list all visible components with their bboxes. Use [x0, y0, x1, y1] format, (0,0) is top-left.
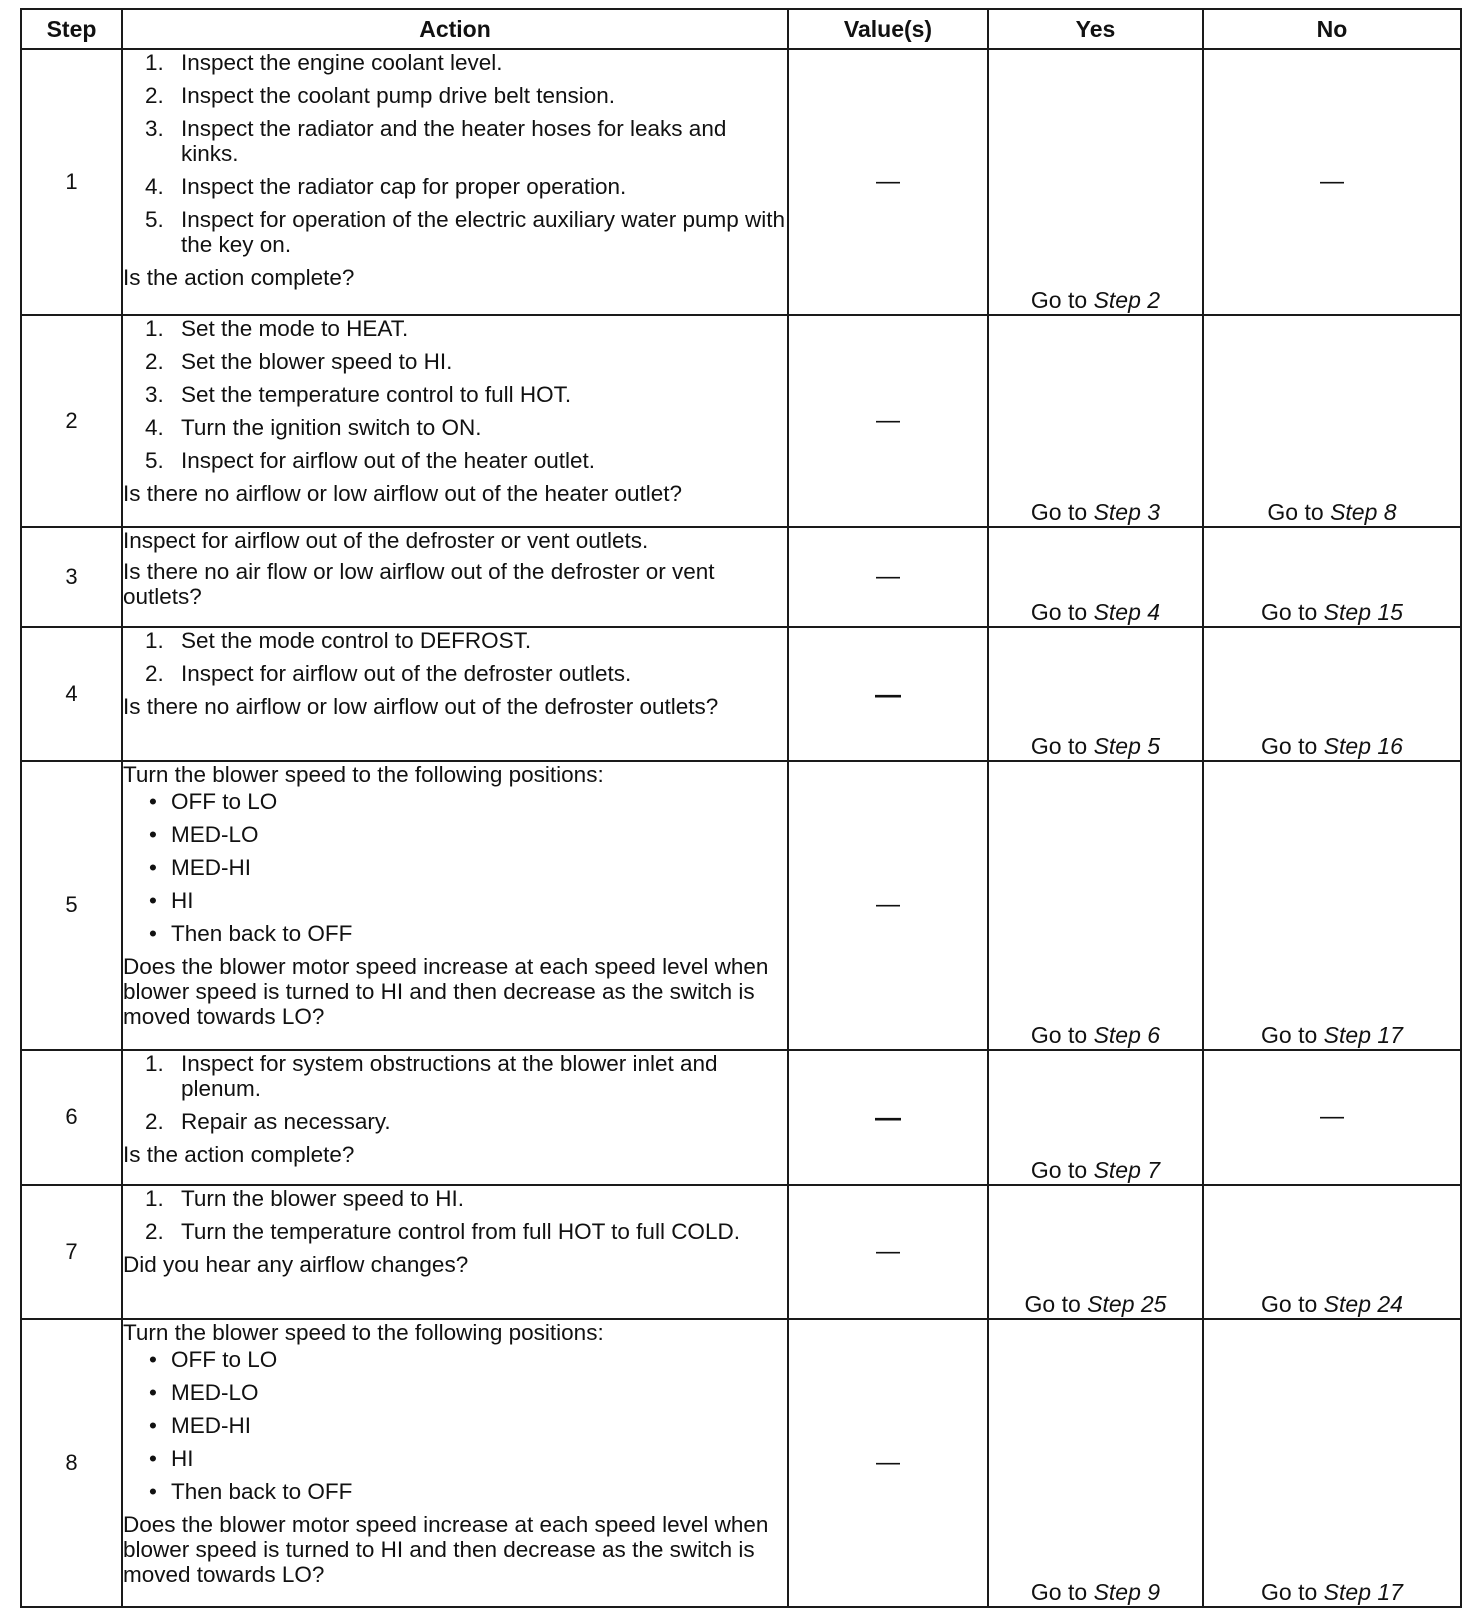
- action-intro: Turn the blower speed to the following positions:: [123, 1320, 604, 1346]
- yes-cell: Go to Step 4: [988, 527, 1203, 627]
- bullet-item: • MED-HI: [149, 1413, 251, 1439]
- yes-step-link: Step 3: [1093, 499, 1161, 526]
- header-action: Action: [122, 9, 788, 49]
- action-question: Is there no airflow or low airflow out of the defroster outlets?: [123, 694, 719, 720]
- value-cell: —: [788, 527, 988, 627]
- action-question: Is the action complete?: [123, 265, 355, 290]
- no-cell: Go to Step 8: [1203, 315, 1461, 527]
- no-step-link: Step 17: [1323, 1579, 1403, 1605]
- action-intro: Turn the blower speed to the following positions:: [123, 762, 604, 787]
- yes-step-link: Step 25: [1087, 1291, 1167, 1318]
- no-cell: Go to Step 24: [1203, 1185, 1461, 1320]
- action-cell: [122, 1185, 788, 1320]
- value-cell: —: [788, 761, 988, 1050]
- action-item: 2. Repair as necessary.: [145, 1108, 391, 1134]
- value-cell: —: [788, 1319, 988, 1607]
- action-item: 1. Inspect for system obstructions at the blower inlet and plenum.: [145, 1050, 718, 1101]
- yes-step-link: Step 9: [1093, 1579, 1161, 1605]
- no-cell: Go to Step 17: [1203, 1319, 1461, 1607]
- bullet-item: • HI: [149, 1446, 194, 1472]
- table-row: [21, 315, 1461, 527]
- bullet-item: • HI: [149, 888, 194, 913]
- table-row: [21, 1185, 1461, 1320]
- step-number: 4: [21, 627, 122, 761]
- step-number: 8: [21, 1319, 122, 1607]
- action-cell: [122, 627, 788, 761]
- step-number: 3: [21, 527, 122, 627]
- yes-cell: Go to Step 7: [988, 1050, 1203, 1185]
- no-step-link: Step 17: [1323, 1021, 1403, 1048]
- action-item: 1. Set the mode control to DEFROST.: [145, 628, 532, 654]
- table-row: [21, 627, 1461, 761]
- no-cell: Go to Step 16: [1203, 627, 1461, 761]
- yes-step-link: Step 2: [1093, 286, 1161, 313]
- header-values: Value(s): [788, 9, 988, 49]
- table-row: [21, 1050, 1461, 1185]
- action-item: 2. Inspect for airflow out of the defroster outlets.: [145, 661, 632, 687]
- yes-step-link: Step 7: [1093, 1156, 1161, 1183]
- value-cell: —: [788, 1050, 988, 1185]
- action-item: 2. Set the blower speed to HI.: [145, 348, 453, 374]
- action-item: 4. Inspect the radiator cap for proper operation.: [145, 174, 627, 199]
- yes-step-link: Step 4: [1093, 599, 1161, 626]
- header-step: Step: [21, 9, 122, 49]
- no-cell: Go to Step 17: [1203, 761, 1461, 1050]
- no-step-link: Step 8: [1330, 499, 1397, 526]
- action-item: 3. Inspect the radiator and the heater hoses for leaks and kinks.: [145, 116, 727, 166]
- action-question: Did you hear any airflow changes?: [123, 1251, 469, 1277]
- action-cell: [122, 761, 788, 1050]
- step-number: 2: [21, 315, 122, 527]
- value-cell: —: [788, 1185, 988, 1320]
- yes-cell: Go to Step 2: [988, 49, 1203, 315]
- bullet-item: • OFF to LO: [149, 789, 278, 814]
- action-question: Is the action complete?: [123, 1141, 355, 1167]
- action-item: 5. Inspect for operation of the electric auxiliary water pump with the key on.: [145, 207, 786, 257]
- step-number: 7: [21, 1185, 122, 1320]
- value-cell: —: [788, 315, 988, 527]
- value-cell: —: [788, 627, 988, 761]
- step-number: 1: [21, 49, 122, 315]
- action-question: Is there no airflow or low airflow out of the heater outlet?: [123, 480, 683, 506]
- no-step-link: Step 16: [1323, 733, 1403, 759]
- action-cell: [122, 1319, 788, 1607]
- yes-cell: Go to Step 5: [988, 627, 1203, 761]
- action-question: Is there no air flow or low airflow out of the defroster or vent outlets?: [123, 559, 715, 610]
- no-cell: Go to Step 15: [1203, 527, 1461, 627]
- action-cell: [122, 1050, 788, 1185]
- step-number: 6: [21, 1050, 122, 1185]
- bullet-item: • Then back to OFF: [149, 921, 353, 946]
- table-row: [21, 527, 1461, 627]
- header-row: [21, 9, 1461, 49]
- no-cell: —: [1203, 1050, 1461, 1185]
- yes-cell: Go to Step 25: [988, 1185, 1203, 1320]
- yes-cell: Go to Step 9: [988, 1319, 1203, 1607]
- bullet-item: • OFF to LO: [149, 1347, 278, 1373]
- action-item: 1. Set the mode to HEAT.: [145, 315, 409, 341]
- diagnostic-table: [20, 8, 1462, 1608]
- no-cell: —: [1203, 49, 1461, 315]
- yes-step-link: Step 5: [1093, 733, 1161, 759]
- yes-cell: Go to Step 6: [988, 761, 1203, 1050]
- step-number: 5: [21, 761, 122, 1050]
- yes-cell: Go to Step 3: [988, 315, 1203, 527]
- table-row: [21, 1319, 1461, 1607]
- action-item: 3. Set the temperature control to full HOT.: [145, 381, 572, 407]
- action-item: 2. Turn the temperature control from full HOT to full COLD.: [145, 1218, 740, 1244]
- value-cell: —: [788, 49, 988, 315]
- yes-step-link: Step 6: [1093, 1021, 1161, 1048]
- header-no: No: [1203, 9, 1461, 49]
- action-cell: [122, 315, 788, 527]
- action-item: 4. Turn the ignition switch to ON.: [145, 414, 482, 440]
- action-item: 1. Turn the blower speed to HI.: [145, 1185, 465, 1211]
- action-cell: [122, 49, 788, 315]
- bullet-item: • Then back to OFF: [149, 1479, 353, 1505]
- table-row: [21, 49, 1461, 315]
- no-step-link: Step 15: [1323, 599, 1403, 626]
- no-step-link: Step 24: [1323, 1291, 1403, 1318]
- action-item: 5. Inspect for airflow out of the heater outlet.: [145, 447, 595, 473]
- action-question: Does the blower motor speed increase at each speed level when blower speed is turned to HI and then decrease as the switch is moved towards LO?: [123, 954, 769, 1029]
- bullet-item: • MED-HI: [149, 855, 251, 880]
- bullet-item: • MED-LO: [149, 822, 259, 847]
- action-item: 2. Inspect the coolant pump drive belt tension.: [145, 83, 616, 108]
- table-row: [21, 761, 1461, 1050]
- action-text: Inspect for airflow out of the defroster or vent outlets.: [123, 528, 649, 554]
- action-question: Does the blower motor speed increase at each speed level when blower speed is turned to HI and then decrease as the switch is moved towards LO?: [123, 1512, 769, 1588]
- bullet-item: • MED-LO: [149, 1380, 259, 1406]
- action-cell: [122, 527, 788, 627]
- action-item: 1. Inspect the engine coolant level.: [145, 50, 503, 75]
- header-yes: Yes: [988, 9, 1203, 49]
